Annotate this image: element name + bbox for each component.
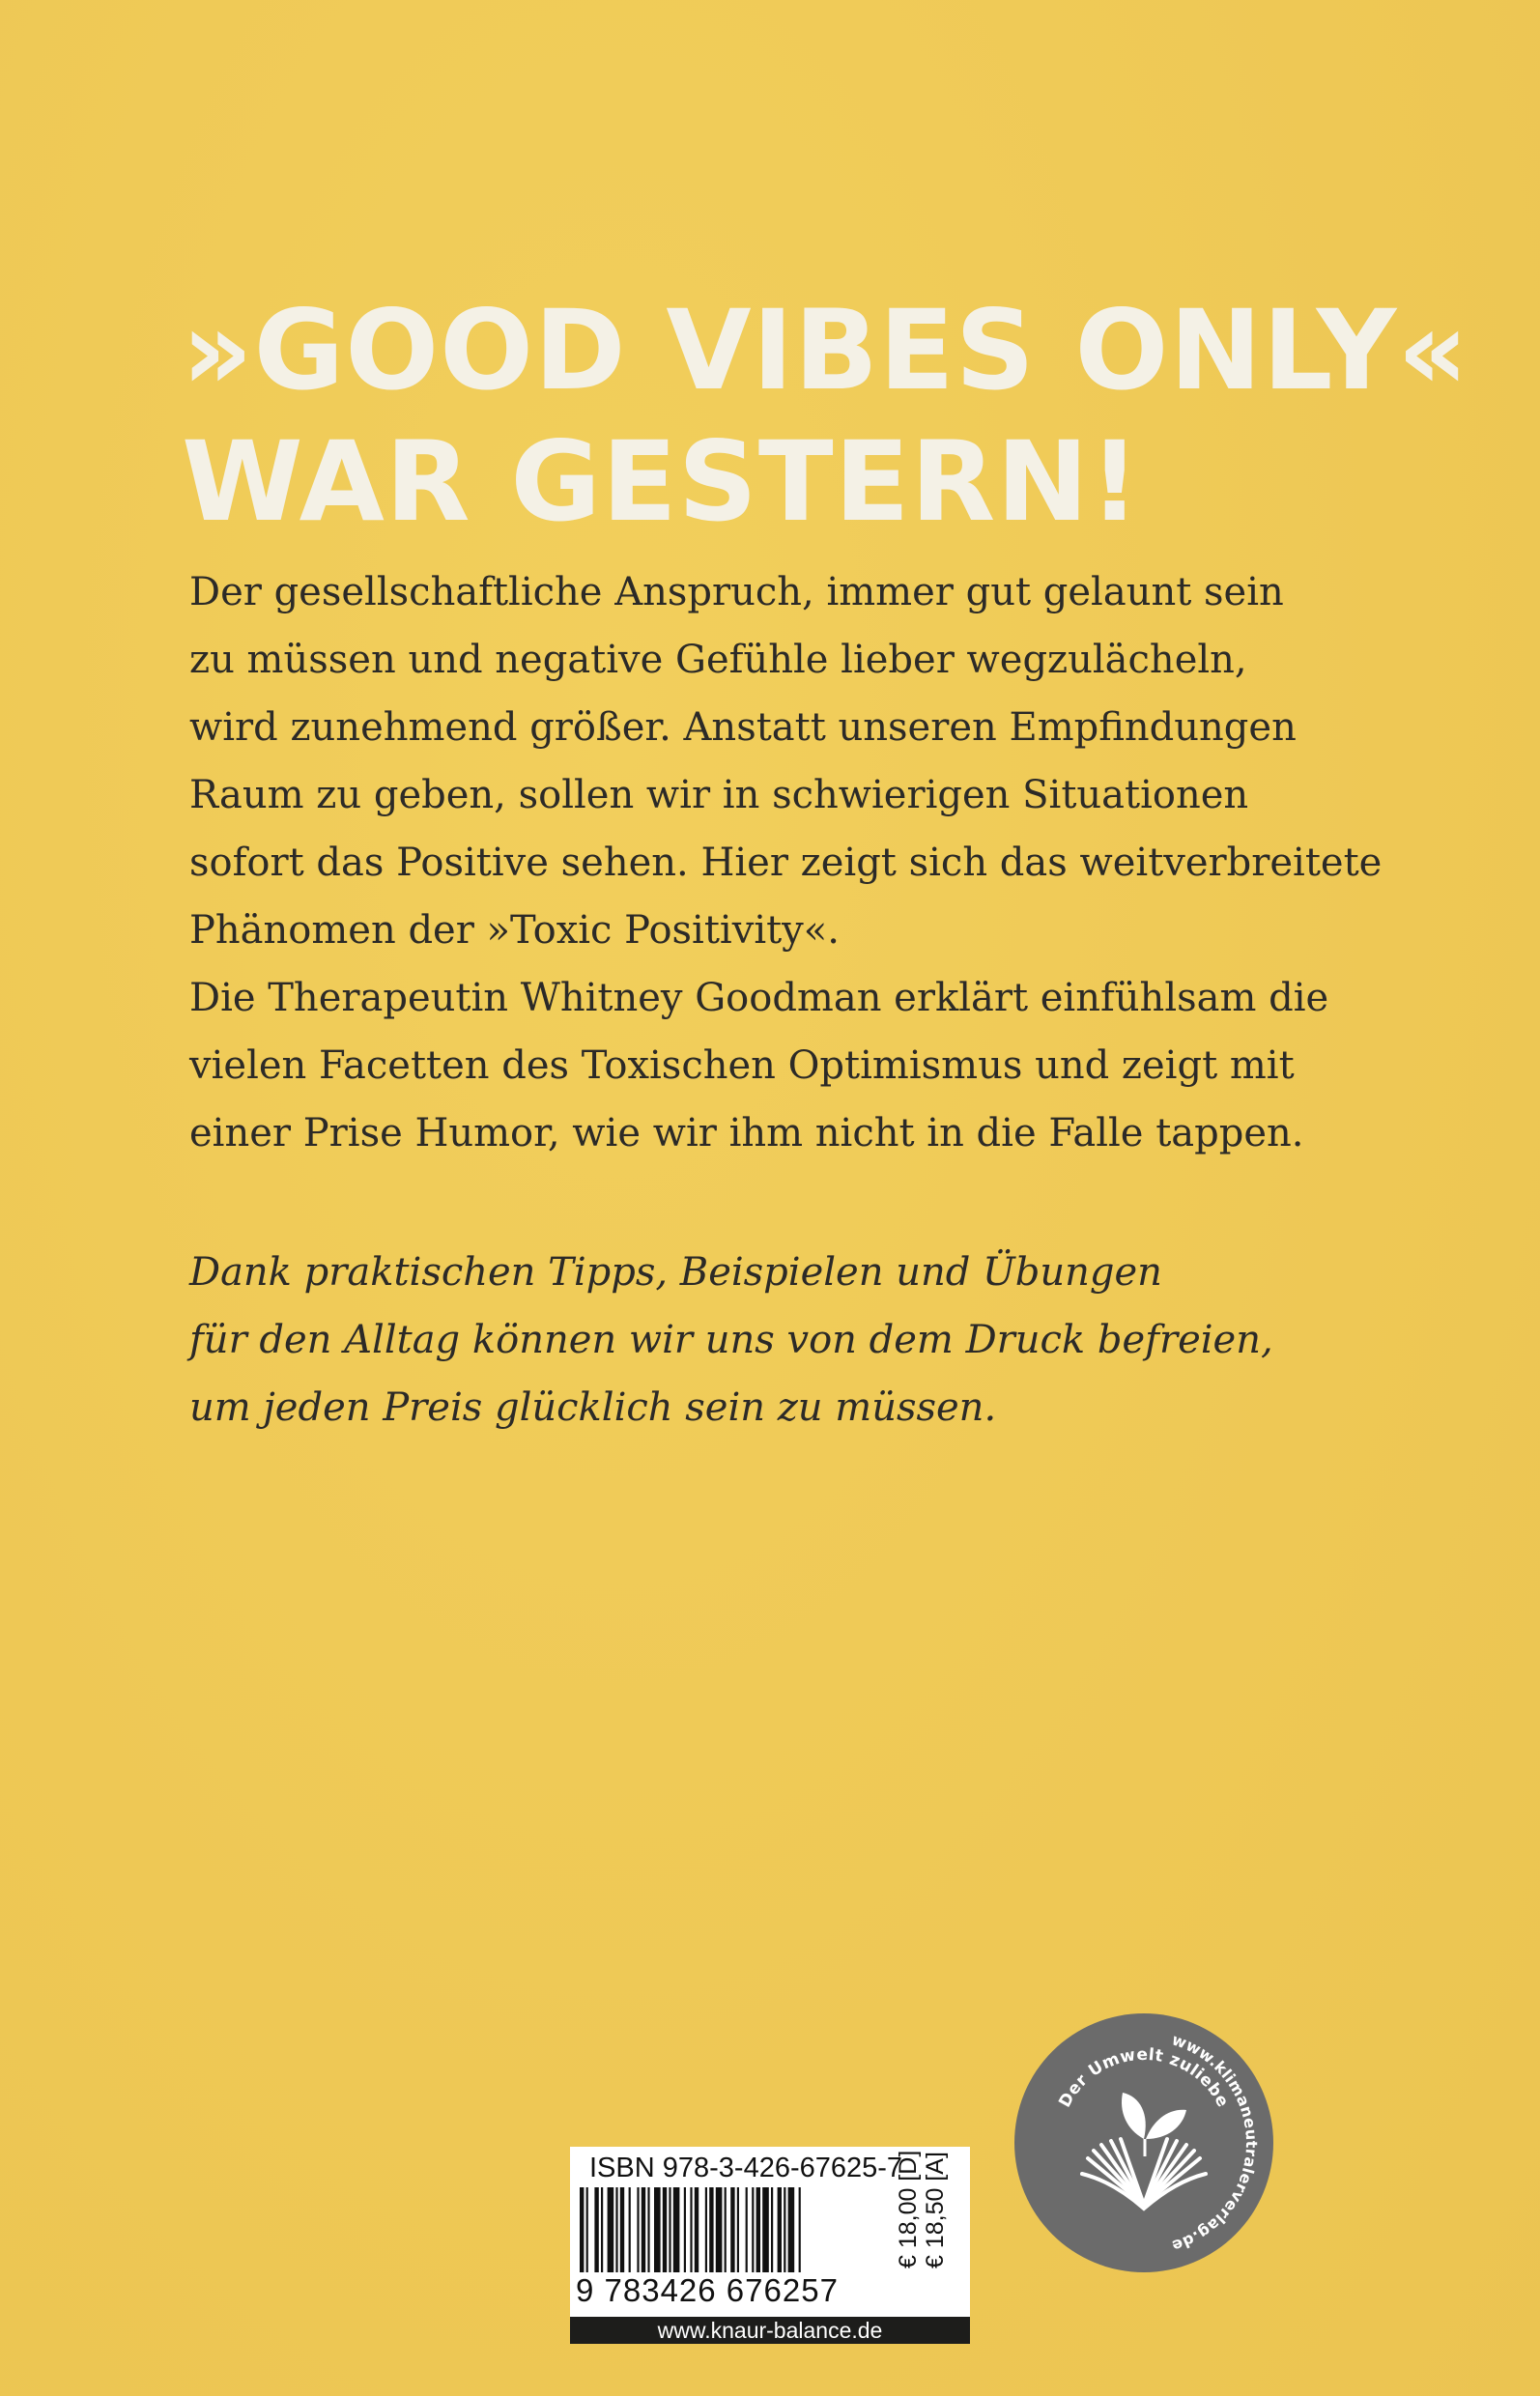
barcode-bar <box>799 2187 801 2272</box>
barcode-bar <box>746 2187 748 2272</box>
barcode-bar <box>695 2187 699 2272</box>
barcode-bar <box>615 2187 617 2272</box>
teaser-line: für den Alltag können wir uns von dem Druck befreien, <box>189 1318 1273 1362</box>
book-leaf-icon <box>1012 2011 1275 2274</box>
description-line: vielen Facetten des Toxischen Optimismus und zeigt mit <box>189 1043 1295 1088</box>
badge-side-text: www.klimaneutralerverlag.de <box>1169 2030 1262 2256</box>
ean-digits: 9 783426 676257 <box>576 2272 839 2308</box>
description-line: Der gesellschaftliche Anspruch, immer gut gelaunt sein <box>189 570 1284 614</box>
barcode-icon <box>580 2187 889 2276</box>
teaser-text <box>189 1239 1387 1441</box>
barcode-bar <box>716 2187 723 2272</box>
barcode-bar <box>705 2187 707 2272</box>
barcode-bar <box>594 2187 598 2272</box>
barcode-bar <box>788 2187 795 2272</box>
description-line: zu müssen und negative Gefühle lieber wegzulächeln, <box>189 638 1247 682</box>
price-austria: € 18,50 [A] <box>922 2152 949 2268</box>
description-line: Raum zu geben, sollen wir in schwierigen Situationen <box>189 773 1249 817</box>
barcode-bar <box>629 2187 631 2272</box>
badge-top-text: Der Umwelt zuliebe <box>1055 2044 1233 2111</box>
price-germany: € 18,00 [D] <box>895 2150 922 2268</box>
barcode-bar <box>684 2187 686 2272</box>
publisher-website: www.knaur-balance.de <box>570 2317 970 2344</box>
barcode-bar <box>586 2187 588 2272</box>
barcode-bar <box>784 2187 785 2272</box>
barcode-bar <box>725 2187 727 2272</box>
barcode-bar <box>771 2187 773 2272</box>
headline <box>182 285 1469 548</box>
barcode-bar <box>663 2187 667 2272</box>
barcode-bar <box>752 2187 754 2272</box>
barcode-bar <box>580 2187 584 2272</box>
barcode-bar <box>637 2187 639 2272</box>
barcode-bar <box>601 2187 603 2272</box>
headline-line-1: »GOOD VIBES ONLY« <box>182 286 1469 414</box>
barcode-bar <box>669 2187 670 2272</box>
teaser-line: um jeden Preis glücklich sein zu müssen. <box>189 1385 997 1430</box>
description-line: einer Prise Humor, wie wir ihm nicht in die Falle tappen. <box>189 1111 1304 1155</box>
climate-neutral-badge <box>1012 2011 1275 2274</box>
description-text <box>189 558 1387 1167</box>
barcode-bar <box>608 2187 614 2272</box>
isbn-number: ISBN 978-3-426-67625-7 <box>589 2153 903 2183</box>
barcode-bar <box>778 2187 782 2272</box>
headline-line-2: WAR GESTERN! <box>182 417 1141 546</box>
barcode-bar <box>730 2187 734 2272</box>
barcode-bar <box>642 2187 645 2272</box>
price-block <box>895 2151 949 2268</box>
barcode-bar <box>654 2187 661 2272</box>
description-line: Phänomen der »Toxic Positivity«. <box>189 908 840 953</box>
barcode-bar <box>709 2187 713 2272</box>
barcode-area <box>570 2147 970 2344</box>
barcode-bar <box>647 2187 649 2272</box>
teaser-line: Dank praktischen Tipps, Beispielen und Übungen <box>189 1250 1162 1295</box>
barcode-bar <box>673 2187 680 2272</box>
description-line: wird zunehmend größer. Anstatt unseren Empfindungen <box>189 705 1297 750</box>
barcode-bar <box>620 2187 624 2272</box>
barcode-bar <box>737 2187 739 2272</box>
description-line: sofort das Positive sehen. Hier zeigt sich das weitverbreitete <box>189 841 1383 885</box>
barcode-bar <box>762 2187 769 2272</box>
barcode-bar <box>690 2187 692 2272</box>
barcode-bar <box>756 2187 760 2272</box>
description-line: Die Therapeutin Whitney Goodman erklärt einfühlsam die <box>189 976 1329 1020</box>
